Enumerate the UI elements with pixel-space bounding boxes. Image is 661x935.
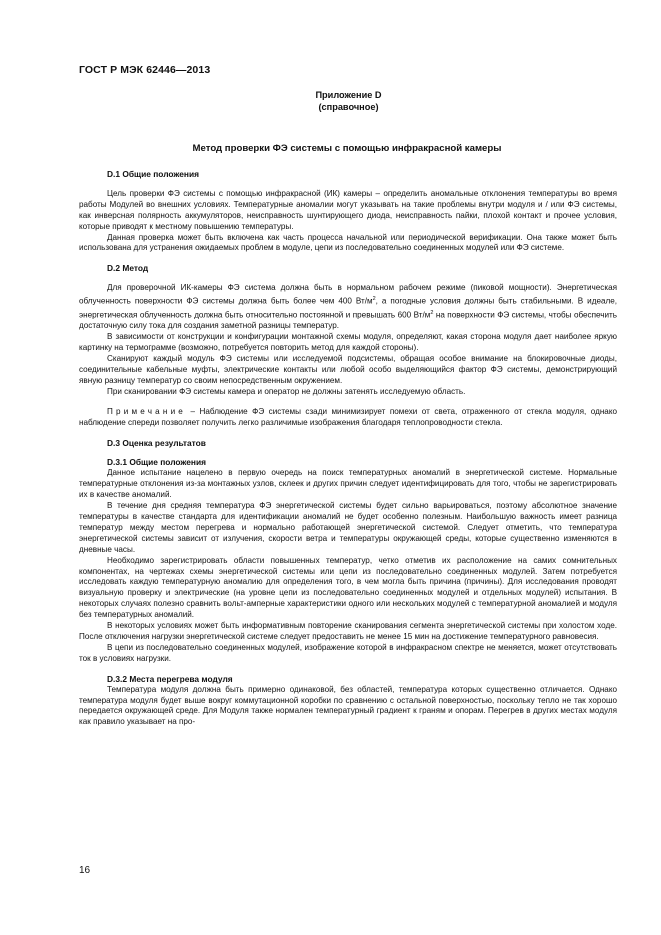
- paragraph: Данное испытание нацелено в первую очередь на поиск температурных аномалий в энергетической системе. Нормальные температурные отклонения из-за монтажных узлов, склеек и других причин следует идентифицировать для того, чтобы не зарегистрировать их в качестве аномалий.: [79, 468, 617, 500]
- page-number: 16: [79, 865, 91, 876]
- paragraph: В течение дня средняя температура ФЭ энергетической системы будет сильно варьироваться, поэтому абсолютное значение температуры в качестве стандарта для идентификации аномалий не будет особенно полезным. Наибольшую важность имеет разница температур между местом перегрева и нормально работающей энергетической системой. Следует отметить, что температура энергетической системы зависит от излучения, скорости ветра и температуры окружающей среды, которые существенно изменяются в дневные часы.: [79, 501, 617, 554]
- paragraph: Данная проверка может быть включена как часть процесса начальной или периодической верификации. Она также может быть использована для устранения ожидаемых проблем в модуле, цепи из последовательно соединенных модулей или ФЭ системе.: [79, 232, 617, 253]
- section-heading-d1: D.1 Общие положения: [107, 169, 200, 179]
- section-heading-d3: D.3 Оценка результатов: [107, 437, 206, 448]
- subsection-heading-d32: D.3.2 Места перегрева модуля: [107, 673, 233, 684]
- paragraph: Температура модуля должна быть примерно одинаковой, без областей, температура которых существенно отличается. Однако температура модуля будет выше вокруг коммутационной коробки по сравнению с остальной поверхностью, поскольку тепло не так хорошо передается окружающей среде. Для Модуля также нормален температурный градиент к граням и опорам. Перегрев в других местах модуля как правило указывает на про-: [79, 684, 617, 727]
- paragraph: Сканируют каждый модуль ФЭ системы или исследуемой подсистемы, обращая особое внимание на блокировочные диоды, соединительные кабельные муфты, электрические контакты или любой особо выделяющийся фактор ФЭ системы, демонстрирующий явную разницу температур со своим непосредственным окружением.: [79, 354, 617, 385]
- paragraph: В зависимости от конструкции и конфигурации монтажной схемы модуля, определяют, какая сторона модуля дает наиболее яркую картинку на термограмме (возможно, потребуется повторить метод для каждой стороны).: [79, 332, 617, 353]
- paragraph: Необходимо зарегистрировать области повышенных температур, четко отметив их расположение на самих сомнительных компонентах, на чертежах схемы энергетической системы или цепи из последовательно соединенных модулей. Затем потребуется исследовать каждую температурную аномалию для определения того, в чем могла быть причина (причины). Для исследования проводят визуальную проверку и электрические (на уровне цепи из последовательно соединенных модулей и отдельных модулей) испытания. В некоторых случаях полезно сравнить вольт-амперные характеристики одного или нескольких модулей с температурной аномалией и модуля без температурных аномалий.: [79, 555, 617, 620]
- paragraph: Для проверочной ИК-камеры ФЭ система должна быть в нормальном рабочем режиме (пиковой мощности). Энергетическая облученность поверхности ФЭ системы должна быть более чем 400 $Вт/м^2$, а погодные условия должны быть стабильными. В идеале, энергетическая облученность должна быть относительно постоянной и превышать 600 $Вт/м^2$ на поверхности ФЭ системы, чтобы обеспечить достаточную силу тока для создания заметной разницы температур.: [79, 283, 617, 331]
- appendix-label: [0, 89, 661, 113]
- subsection-heading-d31: D.3.1 Общие положения: [107, 457, 206, 468]
- paragraph: Цель проверки ФЭ системы с помощью инфракрасной (ИК) камеры – определить аномальные отклонения температуры во время работы Модулей во внешних условиях. Температурные аномалии могут указывать на такие проблемы внутри модуля и / или ФЭ системы, как инверсная полярность аккумуляторов, неисправность шунтирующего диода, неисправность пайки, плохой контакт и прочее условия, которые приводят к местному повышению температуры.: [79, 188, 617, 231]
- main-title: Метод проверки ФЭ системы с помощью инфракрасной камеры: [192, 143, 502, 154]
- appendix-subtitle: (справочное): [318, 102, 379, 112]
- document-body: [79, 169, 617, 728]
- paragraph: При сканировании ФЭ системы камера и оператор не должны затенять исследуемую область.: [107, 386, 466, 396]
- paragraph: В цепи из последовательно соединенных модулей, изображение которой в инфракрасном спектре не меняется, может отсутствовать ток в условиях нагрузки.: [79, 642, 617, 663]
- note-label: Примечание: [107, 406, 187, 416]
- standard-header: ГОСТ Р МЭК 62446—2013: [79, 64, 211, 76]
- appendix-title: Приложение D: [315, 90, 382, 100]
- paragraph: В некоторых условиях может быть информативным повторение сканирования сегмента энергетической системы при холостом ходе. После отключения нагрузки энергетической системе следует предоставить не менее 15 мин на достижение температурного равновесия.: [79, 621, 617, 641]
- note-paragraph: Примечание – Наблюдение ФЭ системы сзади минимизирует помехи от света, отраженного от стекла модуля, однако наблюдение спереди позволяет получить легко различимые изображения благодаря теплопроводности стекла.: [79, 406, 617, 427]
- section-heading-d2: D.2 Метод: [107, 263, 149, 274]
